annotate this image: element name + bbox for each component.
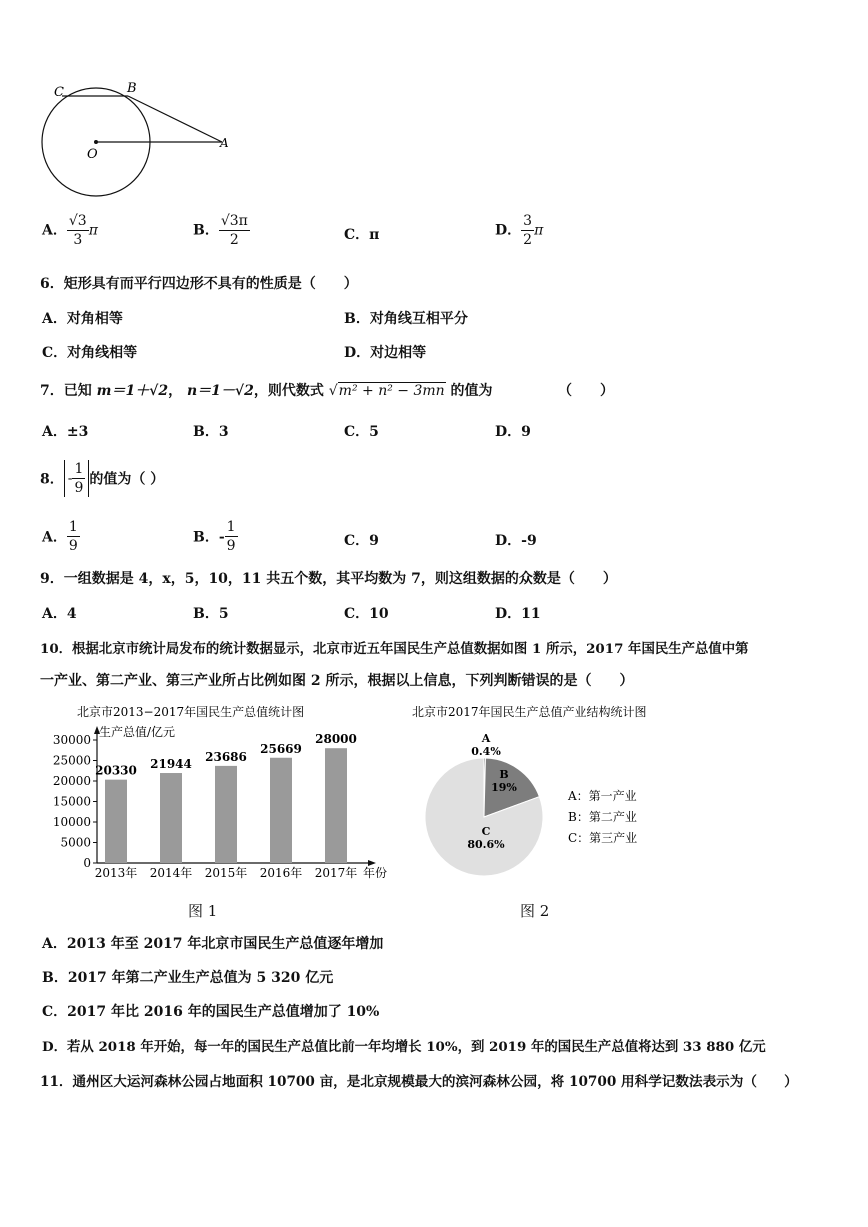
legend-entry: A：第一产业 [568,789,637,803]
q6-option-a: A．对角相等 [42,311,123,327]
numerator: 1 [68,519,78,535]
n-expression: n＝1－√2 [187,383,254,399]
stem-text: 的值为 [450,383,493,399]
radicand: m² + n² − 3mn [338,383,445,399]
x-tick-label: 2016年 [259,866,303,880]
denominator: 9 [226,538,236,554]
legend-entry: C：第三产业 [568,831,638,845]
q9-option-d: D．11 [495,606,541,622]
numerator: √3π [220,213,248,229]
option-letter: C． [344,227,370,243]
legend-entry: B：第二产业 [568,810,637,824]
q9-stem: 9．一组数据是 4，x，5，10，11 共五个数，其平均数为 7，则这组数据的众数是（ ） [40,571,617,587]
denominator: 2 [229,232,239,248]
option-letter: B．- [193,529,225,546]
y-tick-label: 15000 [52,794,91,809]
option-letter: A． [42,529,67,546]
q7-stem: 7．已知 m＝1＋√2， n＝1－√2，则代数式 √m² + n² − 3mn 的值为 [40,383,493,399]
y-tick-label: 10000 [52,815,91,829]
figure1-caption: 图 1 [188,902,218,920]
label-c: C [54,85,64,100]
q9-option-a: A．4 [42,606,77,622]
fraction [225,518,238,555]
q6-option-b: B．对角线互相平分 [344,311,468,327]
option-letter: D． [495,222,522,239]
bar-value-label: 21944 [150,757,192,772]
figure2-caption: 图 2 [520,902,550,920]
pi-symbol: π [88,222,98,239]
y-axis-label: 生产总值/亿元 [99,725,176,739]
fraction [67,518,80,555]
pi-symbol: π [534,222,544,239]
x-tick-label: 2013年 [94,866,138,880]
q10-option-d: D．若从 2018 年开始，每一年的国民生产总值比前一年均增长 10%，到 2019 年的国民生产总值将达到 33 880 亿元 [42,1039,766,1055]
chart-title: 北京市2017年国民生产总值产业结构统计图 [412,705,647,719]
bar-value-label: 28000 [315,732,357,747]
q5-option-a [42,212,98,249]
q6-option-c: C．对角线相等 [42,345,138,361]
numerator: 1 [74,461,84,477]
q6-stem: 6．矩形具有而平行四边形不具有的性质是（ ） [40,276,358,292]
bar [325,748,347,863]
q10-option-c: C．2017 年比 2016 年的国民生产总值增加了 10% [42,1004,380,1020]
fraction [521,212,534,249]
fraction [67,212,89,249]
numerator: √3 [68,213,87,229]
y-tick-label: 30000 [52,733,91,747]
numerator: 3 [523,213,533,229]
stem-text: 的值为（ ） [89,471,165,488]
slice-label: B [499,768,509,781]
label-a: A [220,136,229,150]
radical-expression: √m² + n² − 3mn [328,383,445,399]
bar [160,773,182,863]
q5-option-c [344,224,379,244]
q8-option-d: D．-9 [495,533,537,549]
circle-tangent-figure [30,74,240,204]
y-tick-label: 5000 [60,835,91,850]
q7-option-c: C．5 [344,424,379,440]
q10-stem-line2: 一产业、第二产业、第三产业所占比例如图 2 所示，根据以上信息，下列判断错误的是（ ） [40,673,634,689]
bar [105,780,127,863]
bar-value-label: 23686 [205,749,247,764]
q10-stem-line1: 10．根据北京市统计局发布的统计数据显示，北京市近五年国民生产总值数据如图 1 所示，2017 年国民生产总值中第 [40,641,749,657]
tangent-ba [128,96,222,142]
stem-text: 7．已知 [40,383,92,399]
bar [215,766,237,863]
stem-text: ，则代数式 [253,383,324,399]
x-tick-label: 2017年 [314,866,358,880]
fraction [72,460,85,497]
denominator: 3 [73,232,83,248]
bar-value-label: 20330 [95,763,137,778]
q11-stem: 11．通州区大运河森林公园占地面积 10700 亩，是北京规模最大的滨河森林公园，将 10700 用科学记数法表示为（ ） [40,1074,798,1090]
bar [270,758,292,863]
option-letter: B． [193,222,219,239]
bar-value-label: 25669 [260,741,302,756]
q8-option-a [42,518,80,555]
q7-option-a: A．±3 [42,424,89,440]
label-b: B [127,81,137,96]
q10-option-b: B．2017 年第二产业生产总值为 5 320 亿元 [42,970,334,986]
q10-option-a: A．2013 年至 2017 年北京市国民生产总值逐年增加 [42,936,384,952]
x-tick-label: 2015年 [204,866,248,880]
numerator: 1 [226,519,236,535]
denominator: 9 [74,480,84,496]
y-tick-label: 0 [83,856,91,870]
center-point [94,140,98,144]
denominator: 9 [68,538,78,554]
fraction [219,212,250,249]
q9-option-c: C．10 [344,606,389,622]
q7-paren: （ ） [558,383,614,399]
q8-option-b [193,518,238,555]
slice-pct-label: 19% [491,781,517,794]
pie-chart [410,700,710,885]
m-expression: m＝1＋√2 [96,383,169,399]
slice-label: C [481,825,491,838]
q8-option-c: C．9 [344,533,379,549]
denominator: 2 [523,232,533,248]
absolute-value [64,460,90,497]
q6-option-d: D．对边相等 [344,345,427,361]
label-o: O [87,147,98,162]
slice-pct-label: 0.4% [471,745,501,758]
minus-sign: - [67,470,73,487]
slice-pct-label: 80.6% [467,838,505,851]
q5-option-b [193,212,250,249]
stem-text: 8． [40,471,64,488]
option-value: π [369,227,380,243]
y-tick-label: 20000 [52,774,91,788]
q7-option-b: B．3 [193,424,229,440]
q5-option-d [495,212,543,249]
x-tick-label: 2014年 [149,866,193,880]
y-tick-label: 25000 [52,753,91,768]
bar-chart [35,700,405,885]
chart-title: 北京市2013−2017年国民生产总值统计图 [77,705,305,719]
option-letter: A． [42,222,67,239]
q8-stem [40,460,164,497]
q7-option-d: D．9 [495,424,531,440]
q9-option-b: B．5 [193,606,229,622]
slice-label: A [481,732,491,745]
x-axis-label: 年份 [363,866,388,880]
